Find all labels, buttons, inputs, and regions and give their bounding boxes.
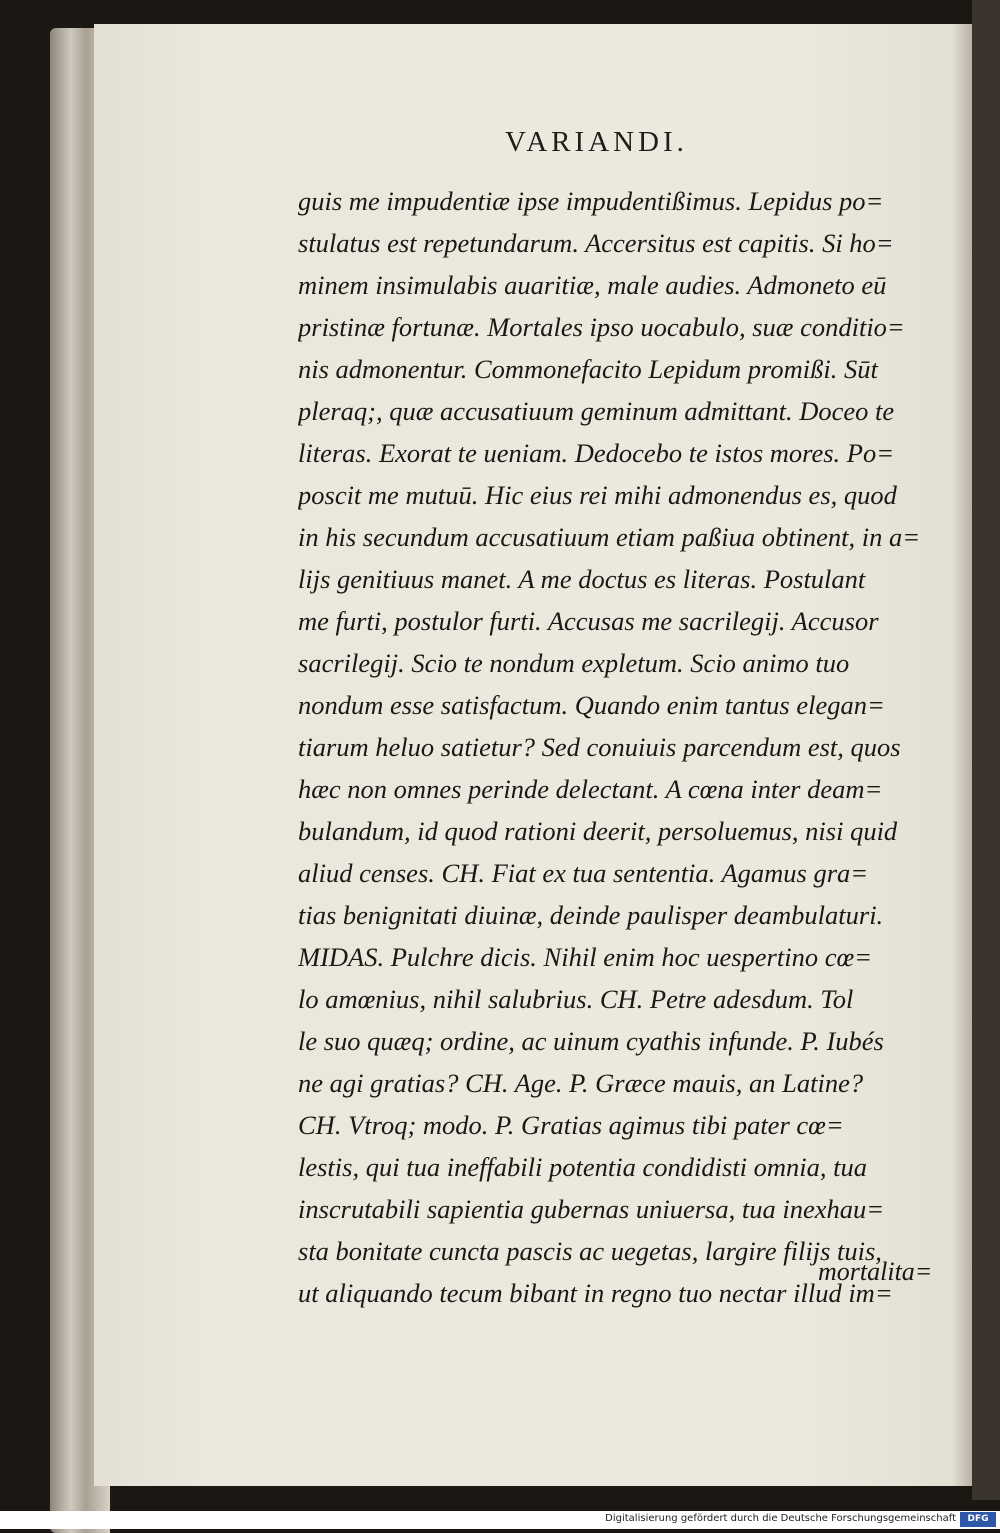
text-line: minem insimulabis auaritiæ, male audies. Admoneto eū: [298, 270, 887, 300]
text-line: nondum esse satisfactum. Quando enim tantus elegan=: [298, 690, 885, 720]
text-line: ne agi gratias? CH. Age. P. Græce mauis, an Latine?: [298, 1068, 864, 1098]
text-line: lijs genitiuus manet. A me doctus es literas. Postulant: [298, 564, 866, 594]
text-line: tiarum heluo satietur? Sed conuiuis parcendum est, quos: [298, 732, 901, 762]
text-line: pristinæ fortunæ. Mortales ipso uocabulo, suæ conditio=: [298, 312, 905, 342]
text-line: sacrilegij. Scio te nondum expletum. Scio animo tuo: [298, 648, 850, 678]
text-line: poscit me mutuū. Hic eius rei mihi admonendus es, quod: [298, 480, 897, 510]
text-line: literas. Exorat te ueniam. Dedocebo te istos mores. Po=: [298, 438, 895, 468]
text-line: stulatus est repetundarum. Accersitus est capitis. Si ho=: [298, 228, 894, 258]
running-head: VARIANDI.: [505, 126, 688, 158]
text-line: tias benignitati diuinæ, deinde paulisper deambulaturi.: [298, 900, 884, 930]
text-line: sta bonitate cuncta pascis ac uegetas, largire filijs tuis,: [298, 1236, 882, 1266]
body-text: [298, 180, 958, 1314]
text-line: MIDAS. Pulchre dicis. Nihil enim hoc uespertino cœ=: [298, 942, 873, 972]
adjacent-page-edge: [972, 0, 1000, 1500]
text-line: bulandum, id quod rationi deerit, persoluemus, nisi quid: [298, 816, 898, 846]
text-line: lo amœnius, nihil salubrius. CH. Petre adesdum. Tol: [298, 984, 854, 1014]
text-line: CH. Vtroq; modo. P. Gratias agimus tibi pater cœ=: [298, 1110, 844, 1140]
text-line: pleraq;, quæ accusatiuum geminum admittant. Doceo te: [298, 396, 895, 426]
footer-credit: Digitalisierung gefördert durch die Deutsche Forschungsgemeinschaft: [605, 1513, 956, 1524]
catchword: mortalita=: [818, 1257, 933, 1286]
text-line: aliud censes. CH. Fiat ex tua sententia. Agamus gra=: [298, 858, 869, 888]
text-line: lestis, qui tua ineffabili potentia condidisti omnia, tua: [298, 1152, 867, 1182]
text-line: guis me impudentiæ ipse impudentißimus. Lepidus po=: [298, 186, 884, 216]
text-line: me furti, postulor furti. Accusas me sacrilegij. Accusor: [298, 606, 879, 636]
text-line: in his secundum accusatiuum etiam paßiua obtinent, in a=: [298, 522, 921, 552]
text-line: nis admonentur. Commonefacito Lepidum promißi. Sūt: [298, 354, 878, 384]
text-line: hæc non omnes perinde delectant. A cœna inter deam=: [298, 774, 883, 804]
text-line: ut aliquando tecum bibant in regno tuo nectar illud im=: [298, 1278, 893, 1308]
dfg-logo: DFG: [960, 1512, 996, 1527]
text-line: inscrutabili sapientia gubernas uniuersa, tua inexhau=: [298, 1194, 885, 1224]
text-line: le suo quæq; ordine, ac uinum cyathis infunde. P. Iubés: [298, 1026, 884, 1056]
